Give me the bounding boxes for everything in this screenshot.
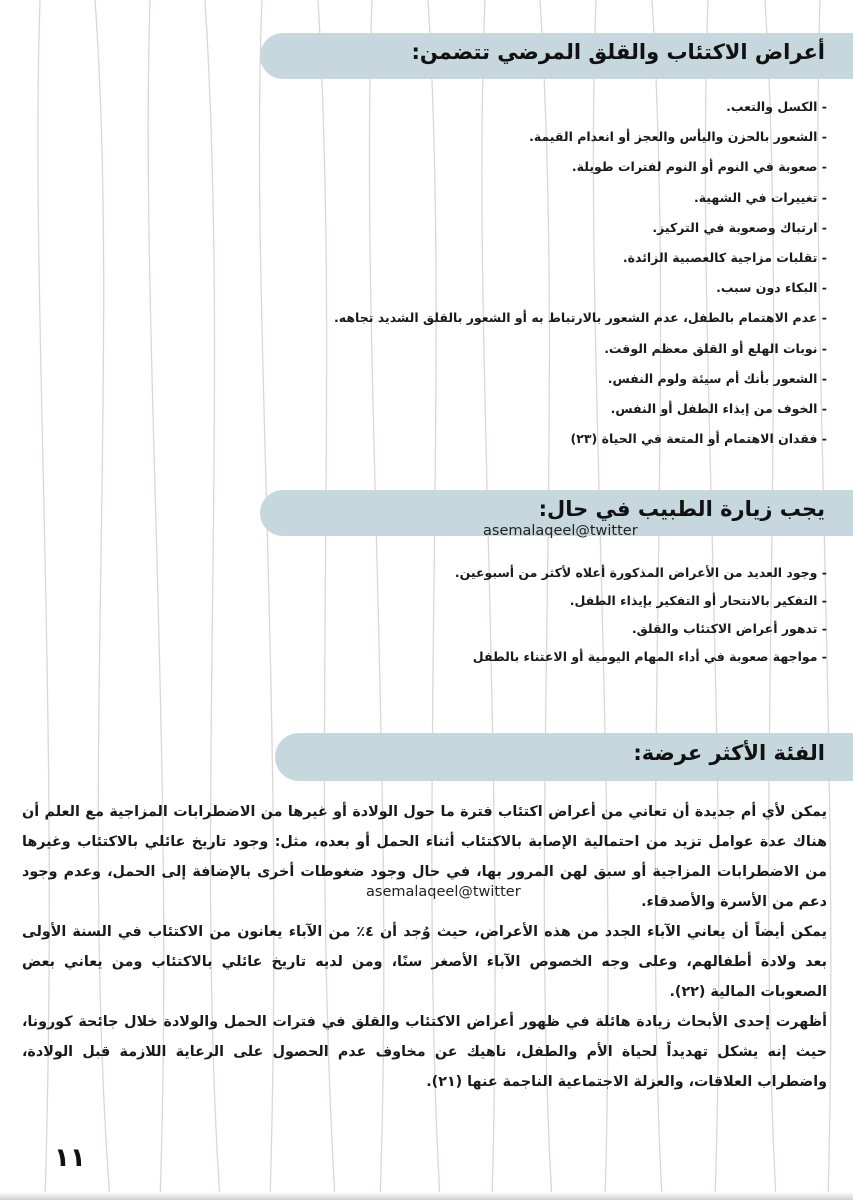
list-item: - وجود العديد من الأعراض المذكورة أعلاه لأكثر من أسبوعين. [454, 565, 827, 580]
section-doctor-title: يجب زيارة الطبيب في حال: [538, 497, 825, 521]
list-item: - صعوبة في النوم أو النوم لفترات طويلة. [571, 159, 827, 175]
footer-strip [0, 1192, 853, 1200]
list-item: - الخوف من إيذاء الطفل أو النفس. [610, 400, 827, 416]
list-item: - فقدان الاهتمام أو المتعة في الحياة (٢٣) [570, 431, 827, 447]
page-number: ١١ [54, 1143, 86, 1173]
watermark-text: asemalaqeel@twitter [366, 884, 521, 900]
list-item: - التفكير بالانتحار أو التفكير بإيذاء الطفل. [569, 593, 827, 608]
list-item: - البكاء دون سبب. [716, 280, 827, 296]
section-symptoms-title: أعراض الاكتئاب والقلق المرضي تتضمن: [411, 40, 825, 64]
symptoms-list [334, 99, 827, 461]
list-item: - تقلبات مزاجية كالعصبية الزائدة. [622, 249, 827, 265]
list-item: - تغييرات في الشهية. [693, 189, 827, 205]
risk-paragraph: يمكن لأي أم جديدة أن تعاني من أعراض اكتئاب فترة ما حول الولادة أو غيرها من الاضطرابات المزاجية مع العلم أن هناك عدة عوامل تزيد من احتمالية الإصابة بالاكتئاب أثناء الحمل أو بعده، مثل: وجود تاريخ عائلي بالاكتئاب وغيرها من الاضطرابات المزاجية أو سبق لهن المرور بها، في حال وجود ضغوطات أخرى بالإضافة إلى الحمل، وعدم وجود دعم من الأسرة والأصدقاء. [22, 804, 827, 910]
doctor-list [455, 565, 827, 677]
risk-paragraph: أظهرت إحدى الأبحاث زيادة هائلة في ظهور أعراض الاكتئاب والقلق في فترات الحمل والولادة خلال جائحة كورونا، حيث إنه يشكل تهديداً لحياة الأم والطفل، ناهيك عن مخاوف عدم الحصول على الرعاية اللازمة قبل الولادة، واضطراب العلاقات، والعزلة الاجتماعية الناجمة عنها (٢١). [22, 1014, 827, 1090]
list-item: - مواجهة صعوبة في أداء المهام اليومية أو الاعتناء بالطفل [472, 649, 827, 664]
list-item: - عدم الاهتمام بالطفل، عدم الشعور بالارتباط به أو الشعور بالقلق الشديد تجاهه. [334, 310, 827, 326]
list-item: - الشعور بالحزن واليأس والعجز أو انعدام القيمة. [529, 129, 827, 145]
section-risk-title: الفئة الأكثر عرضة: [633, 741, 825, 765]
list-item: - نوبات الهلع أو القلق معظم الوقت. [604, 340, 827, 356]
watermark-text: asemalaqeel@twitter [483, 523, 638, 539]
risk-paragraph: يمكن أيضاً أن يعاني الآباء الجدد من هذه الأعراض، حيث وُجد أن ٤٪ من الآباء يعانون من الاكتئاب في السنة الأولى بعد ولادة أطفالهم، وعلى وجه الخصوص الآباء الأصغر سنًا، ومن لديه تاريخ عائلي بالاكتئاب ومن يعاني بعض الصعوبات المالية (٢٢). [22, 924, 827, 1000]
list-item: - الكسل والتعب. [726, 99, 827, 114]
list-item: - الشعور بأنك أم سيئة ولوم النفس. [607, 370, 827, 386]
list-item: - تدهور أعراض الاكتئاب والقلق. [631, 621, 827, 636]
list-item: - ارتباك وصعوبة في التركيز. [652, 219, 827, 235]
